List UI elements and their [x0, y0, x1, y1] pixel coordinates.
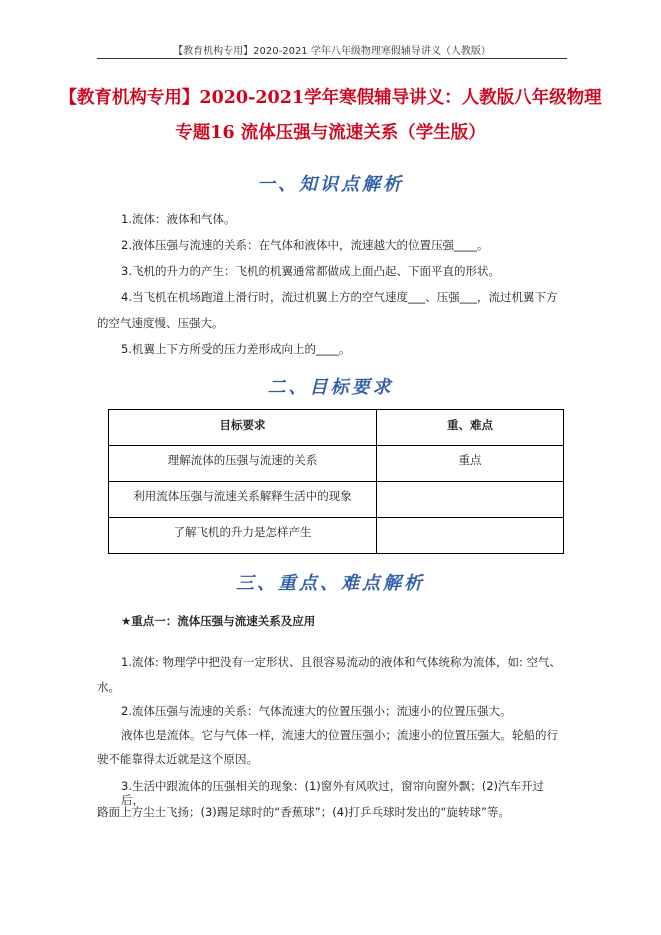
- analysis-line-4: 3.生活中跟流体的压强相关的现象：(1)窗外有风吹过，窗帘向窗外飘；(2)汽车开过后，: [121, 779, 545, 807]
- knowledge-line-2: 2.液体压强与流速的关系：在气体和液体中，流速越大的位置压强____。: [121, 238, 489, 252]
- knowledge-line-5: 5.机翼上下方所受的压力差形成向上的____。: [121, 342, 351, 356]
- table-row: [109, 518, 564, 554]
- section-heading-goals: 二、目标要求: [267, 377, 394, 398]
- table-cell-goal: 了解飞机的升力是怎样产生: [109, 518, 377, 554]
- table-cell-goal: 理解流体的压强与流速的关系: [109, 446, 377, 482]
- table-header-difficulty: 重、难点: [377, 410, 564, 446]
- page-header: 【教育机构专用】2020-2021 学年八年级物理寒假辅导讲义（人教版）: [173, 46, 491, 57]
- table-header-goal: 目标要求: [109, 410, 377, 446]
- knowledge-line-1: 1.流体：液体和气体。: [121, 212, 236, 226]
- analysis-line-1: 1.流体: 物理学中把没有一定形状、且很容易流动的液体和气体统称为流体，如: 空气、: [121, 655, 562, 669]
- analysis-line-2: 2.流体压强与流速的关系：气体流速大的位置压强小；流速小的位置压强大。: [121, 704, 512, 718]
- section-heading-knowledge: 一、知识点解析: [257, 174, 404, 195]
- table-row: [109, 482, 564, 518]
- table-cell-difficulty: 重点: [377, 446, 564, 482]
- table-cell-difficulty: [377, 518, 564, 554]
- goals-table: [108, 409, 564, 554]
- header-rule: [97, 58, 567, 59]
- document-subtitle: 专题16 流体压强与流速关系（学生版）: [175, 123, 486, 143]
- section-heading-analysis: 三、重点、难点解析: [236, 573, 425, 594]
- knowledge-line-3: 3.飞机的升力的产生：飞机的机翼通常都做成上面凸起、下面平直的形状。: [121, 264, 500, 278]
- knowledge-line-4: 4.当飞机在机场跑道上滑行时，流过机翼上方的空气速度___、压强___，流过机翼下方: [121, 290, 558, 304]
- keypoint-title: ★重点一：流体压强与流速关系及应用: [121, 614, 316, 628]
- table-cell-goal: 利用流体压强与流速关系解释生活中的现象: [109, 482, 377, 518]
- table-header-row: [109, 410, 564, 446]
- knowledge-line-4-cont: 的空气速度慢、压强大。: [97, 316, 224, 330]
- analysis-line-4-cont: 路面上方尘土飞扬；(3)踢足球时的“香蕉球”；(4)打乒乓球时发出的“旋转球”等。: [97, 805, 510, 819]
- analysis-line-3-cont: 驶不能靠得太近就是这个原因。: [97, 752, 258, 766]
- table-row: [109, 446, 564, 482]
- analysis-line-1-cont: 水。: [97, 680, 120, 694]
- analysis-line-3: 液体也是流体。它与气体一样，流速大的位置压强小；流速小的位置压强大。轮船的行: [121, 728, 558, 742]
- table-cell-difficulty: [377, 482, 564, 518]
- document-title: 【教育机构专用】2020-2021学年寒假辅导讲义：人教版八年级物理: [59, 88, 602, 108]
